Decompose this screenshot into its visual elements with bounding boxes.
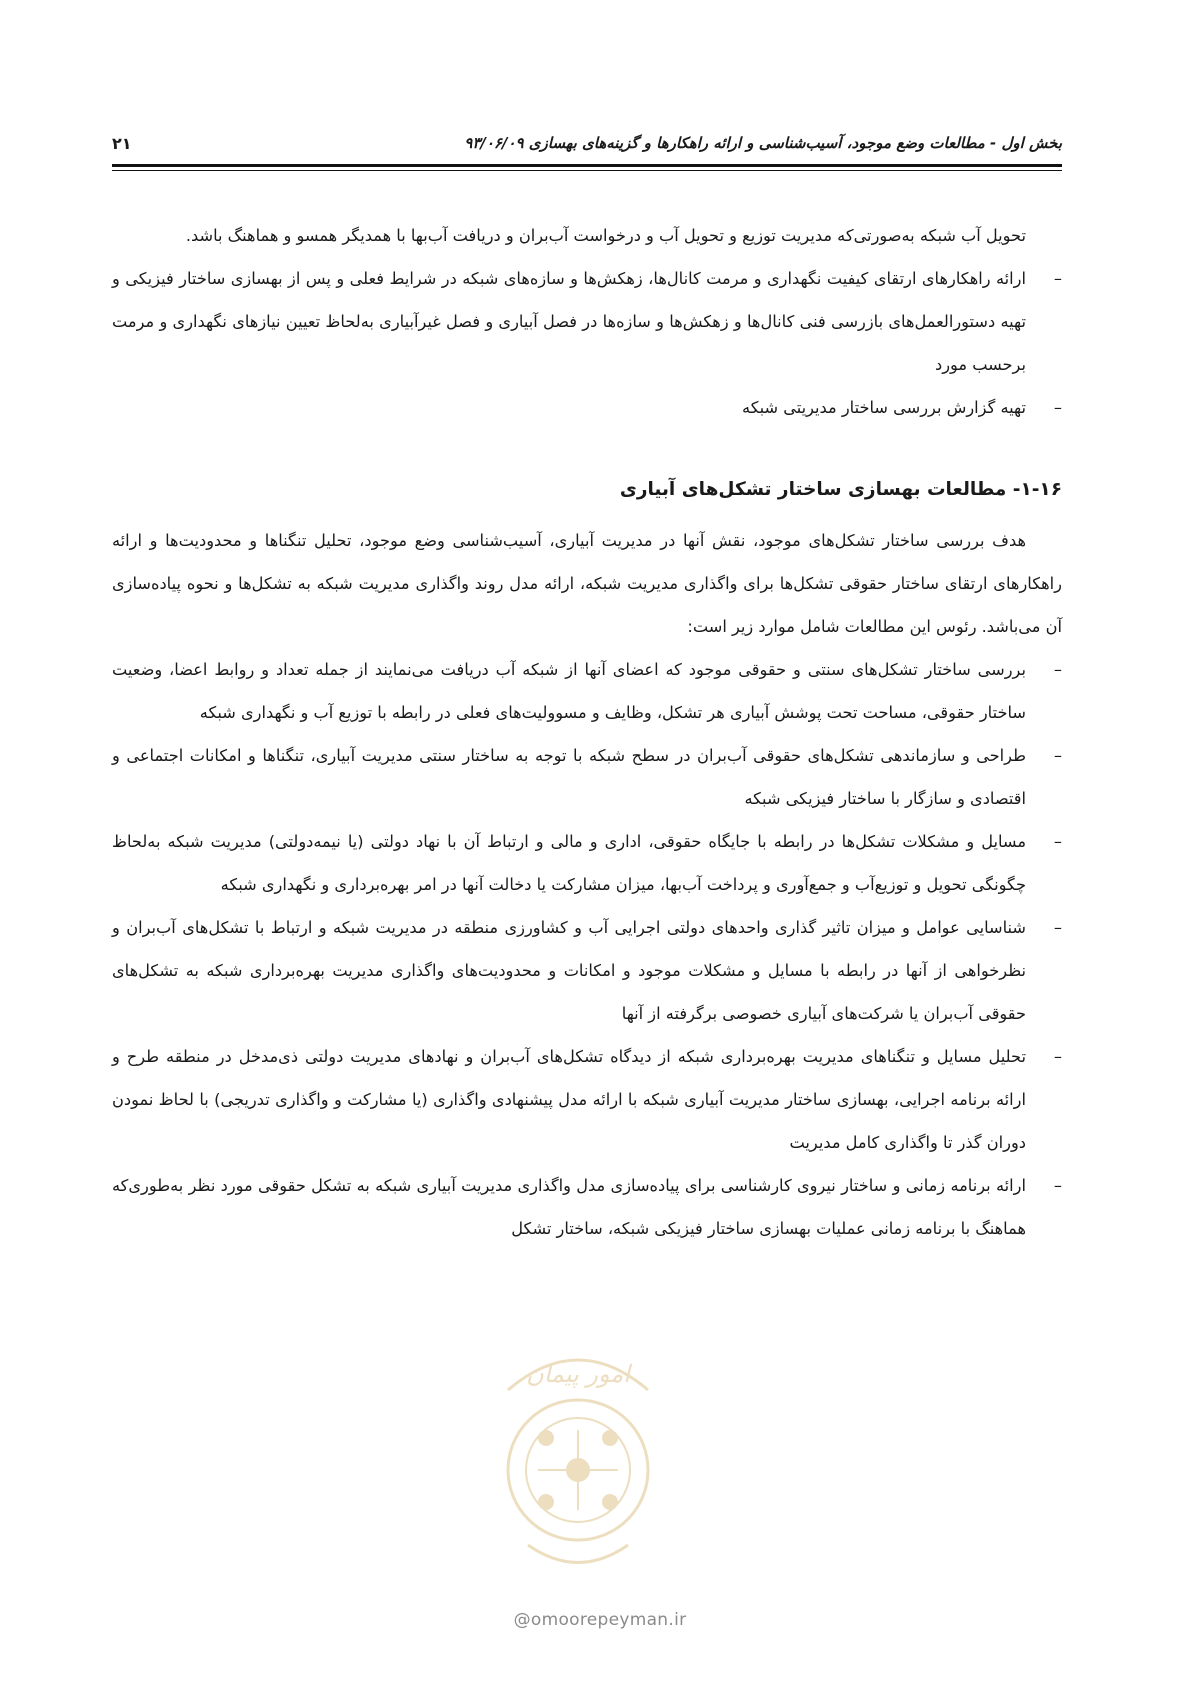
header-title: بخش اول - مطالعات وضع موجود، آسیب‌شناسی و ارائه راهکارها و گزینه‌های بهسازی ۹۳/۰۶/۰۹ xyxy=(464,134,1062,152)
intro-continuation xyxy=(112,214,1062,257)
list-item-text: شناسایی عوامل و میزان تاثیر گذاری واحدهای دولتی اجرایی آب و کشاورزی منطقه در مدیریت شبکه و ارتباط با تشکل‌های آب‌بران و نظرخواهی از آنها در رابطه با مسایل و مشکلات موجود و امکانات و محدودیت‌های واگذاری مدیریت بهره‌برداری شبکه به تشکل‌های حقوقی آب‌بران یا شرکت‌های آبیاری خصوصی برگرفته از آنها xyxy=(112,918,1026,1023)
list-item-text: مسایل و مشکلات تشکل‌ها در رابطه با جایگاه حقوقی، اداری و مالی و ارتباط آن با نهاد دولتی (یا نیمه‌دولتی) مدیریت شبکه به‌لحاظ چگونگی تحویل و توزیع‌آب و جمع‌آوری و پرداخت آب‌بها، میزان مشارکت یا دخالت آنها در امر بهره‌برداری و نگهداری شبکه xyxy=(112,832,1026,894)
list-item-text: بررسی ساختار تشکل‌های سنتی و حقوقی موجود که اعضای آنها از شبکه آب دریافت می‌نمایند از جمله تعداد و روابط اعضا، وضعیت ساختار حقوقی، مساحت تحت پوشش آبیاری هر تشکل، وظایف و مسوولیت‌های فعلی در رابطه با توزیع آب و نگهداری شبکه xyxy=(112,660,1026,722)
list-item xyxy=(112,1035,1062,1164)
section-heading: ۱-۱۶- مطالعات بهسازی ساختار تشکل‌های آبیاری xyxy=(619,479,1062,500)
list-item xyxy=(112,1164,1062,1250)
bullet-dash: – xyxy=(1053,1047,1062,1066)
list-item xyxy=(112,386,1062,429)
list-item-text: ارائه راهکارهای ارتقای کیفیت نگهداری و مرمت کانال‌ها، زهکش‌ها و سازه‌های شبکه در شرایط فعلی و پس از بهسازی ساختار فیزیکی و تهیه دستورالعمل‌های بازرسی فنی کانال‌ها و زهکش‌ها و سازه‌ها در فصل آبیاری و فصل غیرآبیاری به‌لحاظ تعیین نیازهای نگهداری و مرمت برحسب مورد xyxy=(112,269,1026,374)
list-item xyxy=(112,820,1062,906)
list-item xyxy=(112,648,1062,734)
section-paragraph: هدف بررسی ساختار تشکل‌های موجود، نقش آنها در مدیریت آبیاری، آسیب‌شناسی وضع موجود، تحلیل تنگناها و محدودیت‌ها و ارائه راهکارهای ارتقای ساختار حقوقی تشکل‌ها برای واگذاری مدیریت شبکه، ارائه مدل روند واگذاری مدیریت شبکه به تشکل‌ها و نحوه پیاده‌سازی آن می‌باشد. رئوس این مطالعات شامل موارد زیر است: xyxy=(112,531,1062,636)
bullet-dash: – xyxy=(1053,918,1062,937)
header-rule-thick xyxy=(112,164,1062,167)
list-item xyxy=(112,257,1062,386)
list-item xyxy=(112,906,1062,1035)
header-rule-thin xyxy=(112,170,1062,171)
page-body xyxy=(112,214,1062,1250)
bullet-dash: – xyxy=(1053,269,1062,288)
page-number: ۲۱ xyxy=(112,133,132,153)
list-item xyxy=(112,734,1062,820)
watermark-seal-text: امور پیمان xyxy=(526,1360,630,1388)
watermark-url: @omoorepeyman.ir xyxy=(513,1610,687,1630)
list-item-text: ارائه برنامه زمانی و ساختار نیروی کارشناسی برای پیاده‌سازی مدل واگذاری مدیریت آبیاری شبکه به تشکل حقوقی مورد نظر به‌طوری‌که هماهنگ با برنامه زمانی عملیات بهسازی ساختار فیزیکی شبکه، ساختار تشکل xyxy=(112,1176,1026,1238)
bullet-dash: – xyxy=(1053,746,1062,765)
list-item-text: تحلیل مسایل و تنگناهای مدیریت بهره‌برداری شبکه از دیدگاه تشکل‌های آب‌بران و نهادهای مدیریت دولتی ذی‌مدخل در منطقه طرح و ارائه برنامه اجرایی، بهسازی ساختار مدیریت آبیاری شبکه با ارائه مدل پیشنهادی واگذاری (یا مشارکت و واگذاری تدریجی) با لحاظ نمودن دوران گذر تا واگذاری کامل مدیریت xyxy=(112,1047,1026,1152)
watermark-seal-icon xyxy=(468,1320,688,1600)
bullet-dash: – xyxy=(1053,1176,1062,1195)
list-item-text: طراحی و سازماندهی تشکل‌های حقوقی آب‌بران در سطح شبکه با توجه به ساختار سنتی مدیریت آبیاری، تنگناها و امکانات اجتماعی و اقتصادی و سازگار با ساختار فیزیکی شبکه xyxy=(112,746,1026,808)
running-header xyxy=(112,128,1062,158)
bullet-dash: – xyxy=(1053,398,1062,417)
list-item-text: تهیه گزارش بررسی ساختار مدیریتی شبکه xyxy=(742,398,1026,417)
paragraph-text: تحویل آب شبکه به‌صورتی‌که مدیریت توزیع و تحویل آب و درخواست آب‌بران و دریافت آب‌بها با همدیگر همسو و هماهنگ باشد. xyxy=(185,226,1026,245)
bullet-dash: – xyxy=(1053,832,1062,851)
bullet-dash: – xyxy=(1053,660,1062,679)
